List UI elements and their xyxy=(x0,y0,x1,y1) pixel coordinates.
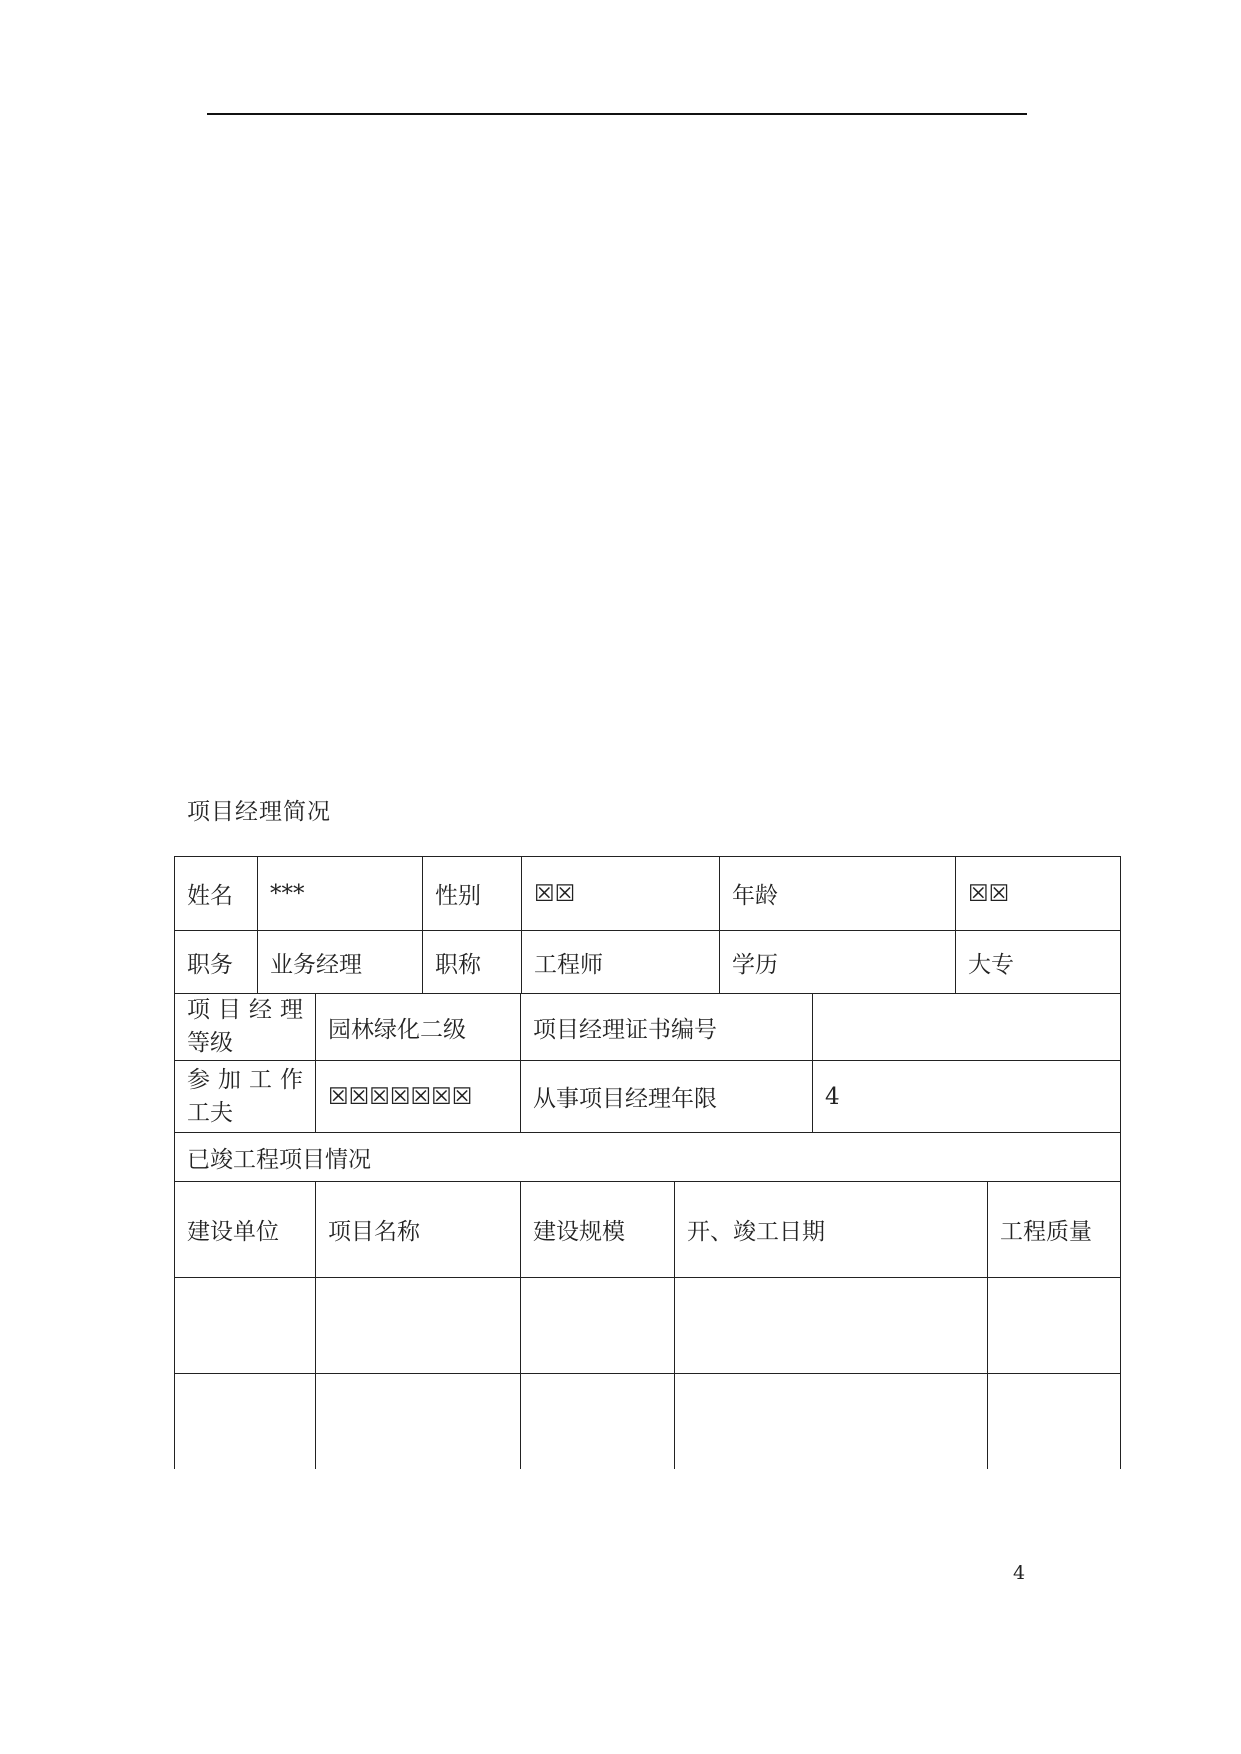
column-header: 工程质量 xyxy=(988,1182,1121,1278)
gender-label: 性别 xyxy=(423,857,522,931)
header-rule xyxy=(207,113,1027,115)
work-label: 参加工作 工夫 xyxy=(175,1061,316,1133)
cert-label: 项目经理证书编号 xyxy=(521,994,813,1061)
completed-projects-table xyxy=(174,1132,1121,1469)
grade-label: 项目经理 等级 xyxy=(175,994,316,1061)
table-cell xyxy=(675,1374,988,1469)
title-value: 工程师 xyxy=(522,931,720,994)
completed-projects-heading: 已竣工程项目情况 xyxy=(175,1133,1121,1182)
table-row xyxy=(175,931,1121,994)
grade-value: 园林绿化二级 xyxy=(316,994,521,1061)
table-cell xyxy=(675,1278,988,1374)
table-row xyxy=(175,1374,1121,1469)
table-cell xyxy=(316,1278,521,1374)
years-label: 从事项目经理年限 xyxy=(521,1061,813,1133)
years-value: 4 xyxy=(813,1061,1121,1133)
table-cell xyxy=(175,1278,316,1374)
table-row xyxy=(175,1133,1121,1182)
title-label: 职称 xyxy=(423,931,522,994)
page-number: 4 xyxy=(1013,1562,1026,1584)
table-cell xyxy=(175,1374,316,1469)
column-header: 建设规模 xyxy=(521,1182,675,1278)
table-cell xyxy=(521,1374,675,1469)
education-label: 学历 xyxy=(720,931,956,994)
position-label: 职务 xyxy=(175,931,258,994)
column-header: 开、竣工日期 xyxy=(675,1182,988,1278)
table-row xyxy=(175,1061,1121,1133)
table-header-row xyxy=(175,1182,1121,1278)
position-value: 业务经理 xyxy=(258,931,423,994)
education-value: 大专 xyxy=(956,931,1121,994)
age-label: 年龄 xyxy=(720,857,956,931)
column-header: 建设单位 xyxy=(175,1182,316,1278)
table-row xyxy=(175,1278,1121,1374)
table-cell xyxy=(316,1374,521,1469)
grade-info-table xyxy=(174,993,1121,1133)
basic-info-table xyxy=(174,856,1121,994)
column-header: 项目名称 xyxy=(316,1182,521,1278)
table-row xyxy=(175,857,1121,931)
table-cell xyxy=(988,1374,1121,1469)
table-cell xyxy=(988,1278,1121,1374)
name-label: 姓名 xyxy=(175,857,258,931)
gender-value: ☒☒ xyxy=(522,857,720,931)
name-value: *** xyxy=(258,857,423,931)
table-cell xyxy=(521,1278,675,1374)
work-value: ☒☒☒☒☒☒☒ xyxy=(316,1061,521,1133)
cert-value xyxy=(813,994,1121,1061)
section-title: 项目经理简况 xyxy=(187,799,331,825)
age-value: ☒☒ xyxy=(956,857,1121,931)
table-row xyxy=(175,994,1121,1061)
